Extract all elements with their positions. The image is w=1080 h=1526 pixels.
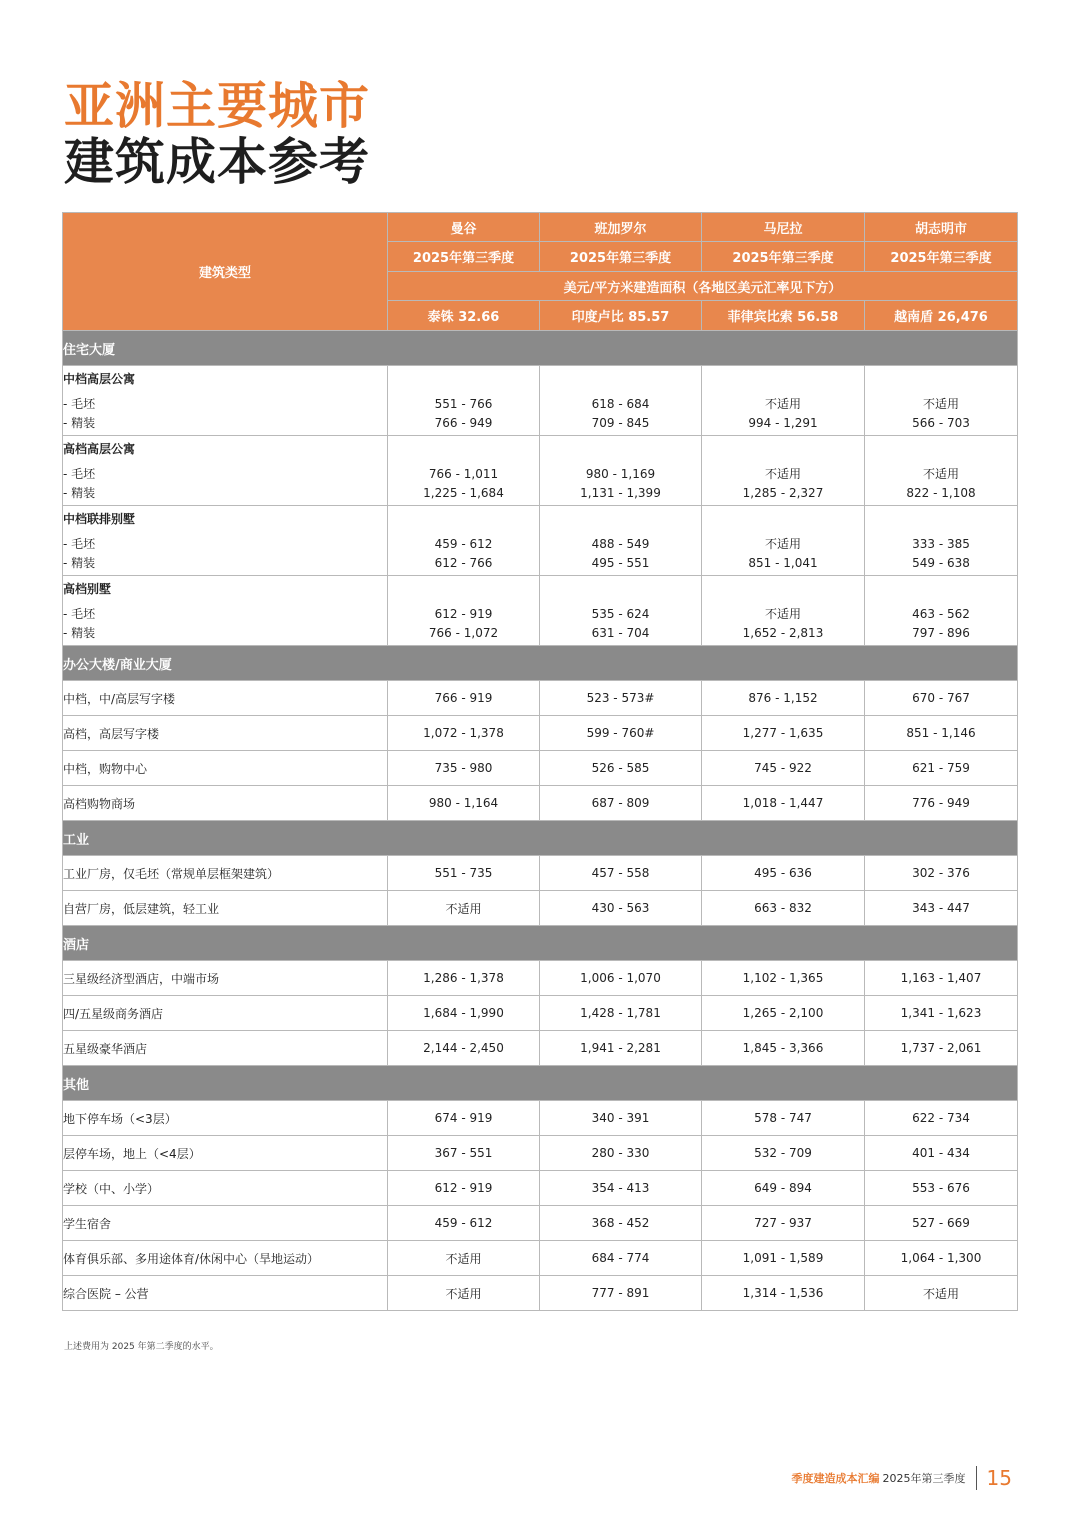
cost-value: 994 - 1,291 <box>748 416 818 430</box>
cost-value: 822 - 1,108 <box>906 486 976 500</box>
cost-value: 535 - 624 <box>591 607 650 621</box>
row-label-cell <box>63 576 388 646</box>
table-row <box>63 856 1018 891</box>
cost-value: 不适用 <box>764 467 801 481</box>
table-row <box>63 1031 1018 1066</box>
cost-value: 1,225 - 1,684 <box>423 486 504 500</box>
sub-label: - 毛坯 <box>63 537 96 551</box>
value-cell <box>540 506 702 576</box>
cost-value: 1,265 - 2,100 <box>702 996 865 1031</box>
cost-value: 766 - 949 <box>434 416 493 430</box>
row-label: 高档购物商场 <box>63 786 388 821</box>
cost-value: 1,845 - 3,366 <box>702 1031 865 1066</box>
page-number: 15 <box>986 1466 1012 1490</box>
row-label-cell <box>63 366 388 436</box>
cost-value: 302 - 376 <box>865 856 1018 891</box>
cost-value: 333 - 385 <box>912 537 970 551</box>
cost-value: 876 - 1,152 <box>702 681 865 716</box>
value-cell <box>702 436 865 506</box>
value-cell <box>540 436 702 506</box>
row-label: 高档，高层写字楼 <box>63 716 388 751</box>
cost-value: 684 - 774 <box>540 1241 702 1276</box>
cost-value: 1,006 - 1,070 <box>540 961 702 996</box>
cost-value: 777 - 891 <box>540 1276 702 1311</box>
sub-label: - 毛坯 <box>63 607 96 621</box>
section-title: 办公大楼/商业大厦 <box>63 646 1018 681</box>
page-title-line1: 亚洲主要城市 <box>64 77 370 135</box>
rate-hcmc: 越南盾 26,476 <box>865 301 1018 331</box>
row-label: 自营厂房，低层建筑，轻工业 <box>63 891 388 926</box>
cost-value: 1,091 - 1,589 <box>702 1241 865 1276</box>
section-title: 住宅大厦 <box>63 331 1018 366</box>
cost-value: 526 - 585 <box>540 751 702 786</box>
cost-value: 523 - 573# <box>540 681 702 716</box>
cost-value: 532 - 709 <box>702 1136 865 1171</box>
cost-value: 459 - 612 <box>388 1206 540 1241</box>
city-name-manila: 马尼拉 <box>702 213 865 242</box>
table-row <box>63 716 1018 751</box>
row-label: 工业厂房，仅毛坯（常规单层框架建筑） <box>63 856 388 891</box>
cost-value: 980 - 1,169 <box>585 467 656 481</box>
table-row <box>63 961 1018 996</box>
cost-value: 566 - 703 <box>912 416 970 430</box>
cost-value: 1,277 - 1,635 <box>702 716 865 751</box>
section-row <box>63 1066 1018 1101</box>
value-cell <box>540 576 702 646</box>
cost-value: 766 - 1,072 <box>428 626 499 640</box>
value-cell <box>865 436 1018 506</box>
cost-value: 1,102 - 1,365 <box>702 961 865 996</box>
value-cell <box>702 506 865 576</box>
row-label: 中档，中/高层写字楼 <box>63 681 388 716</box>
table-row <box>63 1206 1018 1241</box>
section-title: 工业 <box>63 821 1018 856</box>
cost-value: 367 - 551 <box>388 1136 540 1171</box>
cost-value: 401 - 434 <box>865 1136 1018 1171</box>
cost-value: 735 - 980 <box>388 751 540 786</box>
period-hcmc: 2025年第三季度 <box>865 242 1018 272</box>
cost-value: 851 - 1,041 <box>748 556 818 570</box>
cost-value: 649 - 894 <box>702 1171 865 1206</box>
cost-value: 549 - 638 <box>912 556 970 570</box>
group-label: 中档联排别墅 <box>63 512 136 526</box>
sub-label: - 精装 <box>63 626 96 640</box>
period-manila: 2025年第三季度 <box>702 242 865 272</box>
cost-value: 578 - 747 <box>702 1101 865 1136</box>
cost-value: 1,428 - 1,781 <box>540 996 702 1031</box>
table-row <box>63 681 1018 716</box>
sub-label: - 毛坯 <box>63 467 96 481</box>
section-row <box>63 331 1018 366</box>
footnote: 上述费用为 2025 年第二季度的水平。 <box>64 1342 219 1352</box>
group-label: 高档高层公寓 <box>63 442 136 456</box>
cost-value: 354 - 413 <box>540 1171 702 1206</box>
cost-value: 430 - 563 <box>540 891 702 926</box>
cost-value: 980 - 1,164 <box>388 786 540 821</box>
cost-value: 1,163 - 1,407 <box>865 961 1018 996</box>
section-row <box>63 926 1018 961</box>
cost-value: 687 - 809 <box>540 786 702 821</box>
table-row <box>63 1136 1018 1171</box>
table-row <box>63 1171 1018 1206</box>
cost-value: 1,684 - 1,990 <box>388 996 540 1031</box>
cost-value: 不适用 <box>388 1241 540 1276</box>
sub-label: - 精装 <box>63 486 96 500</box>
cost-value: 1,341 - 1,623 <box>865 996 1018 1031</box>
cost-value: 766 - 1,011 <box>428 467 499 481</box>
cost-value: 340 - 391 <box>540 1101 702 1136</box>
row-label: 层停车场，地上（<4层） <box>63 1136 388 1171</box>
section-row <box>63 821 1018 856</box>
value-cell <box>388 576 540 646</box>
section-row <box>63 646 1018 681</box>
table-row <box>63 506 1018 576</box>
table-row <box>63 996 1018 1031</box>
unit-header: 美元/平方米建造面积（各地区美元汇率见下方） <box>388 272 1018 301</box>
value-cell <box>388 436 540 506</box>
row-label: 地下停车场（<3层） <box>63 1101 388 1136</box>
cost-value: 280 - 330 <box>540 1136 702 1171</box>
row-label: 四/五星级商务酒店 <box>63 996 388 1031</box>
value-cell <box>388 506 540 576</box>
cost-value: 670 - 767 <box>865 681 1018 716</box>
cost-value: 495 - 551 <box>591 556 650 570</box>
cost-value: 674 - 919 <box>388 1101 540 1136</box>
cost-value: 不适用 <box>764 537 801 551</box>
value-cell <box>865 366 1018 436</box>
cost-value: 527 - 669 <box>865 1206 1018 1241</box>
row-label: 五星级豪华酒店 <box>63 1031 388 1066</box>
cost-value: 1,652 - 2,813 <box>742 626 824 640</box>
row-label-cell <box>63 436 388 506</box>
cost-value: 612 - 766 <box>434 556 493 570</box>
cost-value: 1,018 - 1,447 <box>702 786 865 821</box>
cost-value: 不适用 <box>922 467 959 481</box>
value-cell <box>540 366 702 436</box>
cost-value: 618 - 684 <box>591 397 650 411</box>
cost-value: 551 - 735 <box>388 856 540 891</box>
cost-value: 1,737 - 2,061 <box>865 1031 1018 1066</box>
cost-value: 1,285 - 2,327 <box>742 486 824 500</box>
cost-value: 776 - 949 <box>865 786 1018 821</box>
building-type-header: 建筑类型 <box>63 213 388 331</box>
table-row <box>63 576 1018 646</box>
section-title: 酒店 <box>63 926 1018 961</box>
row-label: 学生宿舍 <box>63 1206 388 1241</box>
table-row <box>63 1241 1018 1276</box>
cost-value: 343 - 447 <box>865 891 1018 926</box>
cost-value: 727 - 937 <box>702 1206 865 1241</box>
sub-label: - 精装 <box>63 556 96 570</box>
cost-value: 663 - 832 <box>702 891 865 926</box>
row-label: 体育俱乐部、多用途体育/休闲中心（旱地运动） <box>63 1241 388 1276</box>
cost-value: 1,131 - 1,399 <box>580 486 661 500</box>
cost-value: 797 - 896 <box>912 626 970 640</box>
cost-value: 368 - 452 <box>540 1206 702 1241</box>
value-cell <box>702 366 865 436</box>
cost-value: 612 - 919 <box>388 1171 540 1206</box>
cost-value: 1,286 - 1,378 <box>388 961 540 996</box>
period-bangalore: 2025年第三季度 <box>540 242 702 272</box>
footer-divider <box>976 1466 977 1490</box>
row-label: 三星级经济型酒店，中端市场 <box>63 961 388 996</box>
cost-value: 不适用 <box>764 607 801 621</box>
rate-manila: 菲律宾比索 56.58 <box>702 301 865 331</box>
cost-value: 1,072 - 1,378 <box>388 716 540 751</box>
rate-bangalore: 印度卢比 85.57 <box>540 301 702 331</box>
row-label-cell <box>63 506 388 576</box>
cost-value: 599 - 760# <box>540 716 702 751</box>
cost-value: 1,314 - 1,536 <box>702 1276 865 1311</box>
cost-value: 459 - 612 <box>434 537 493 551</box>
table-row <box>63 751 1018 786</box>
cost-value: 2,144 - 2,450 <box>388 1031 540 1066</box>
city-name-hcmc: 胡志明市 <box>865 213 1018 242</box>
table-row <box>63 1101 1018 1136</box>
value-cell <box>702 576 865 646</box>
cost-value: 495 - 636 <box>702 856 865 891</box>
value-cell <box>388 366 540 436</box>
row-label: 综合医院 – 公营 <box>63 1276 388 1311</box>
group-label: 中档高层公寓 <box>63 372 136 386</box>
footer-title: 季度建造成本汇编 <box>791 1472 880 1485</box>
value-cell <box>865 576 1018 646</box>
cost-value: 622 - 734 <box>865 1101 1018 1136</box>
cost-value: 488 - 549 <box>591 537 650 551</box>
cost-value: 551 - 766 <box>434 397 493 411</box>
cost-value: 631 - 704 <box>591 626 650 640</box>
cost-value: 766 - 919 <box>388 681 540 716</box>
value-cell <box>865 506 1018 576</box>
footer-subtitle: 2025年第三季度 <box>882 1472 966 1485</box>
rate-bangkok: 泰铢 32.66 <box>388 301 540 331</box>
page-title <box>64 78 370 190</box>
sub-label: - 毛坯 <box>63 397 96 411</box>
table-row <box>63 366 1018 436</box>
cost-value: 1,064 - 1,300 <box>865 1241 1018 1276</box>
cost-value: 不适用 <box>764 397 801 411</box>
cost-value: 612 - 919 <box>434 607 493 621</box>
page-title-line2: 建筑成本参考 <box>64 133 370 191</box>
cost-value: 621 - 759 <box>865 751 1018 786</box>
cost-value: 1,941 - 2,281 <box>540 1031 702 1066</box>
cost-value: 463 - 562 <box>912 607 970 621</box>
row-label: 中档，购物中心 <box>63 751 388 786</box>
sub-label: - 精装 <box>63 416 96 430</box>
cost-value: 不适用 <box>388 891 540 926</box>
section-title: 其他 <box>63 1066 1018 1101</box>
cost-value: 不适用 <box>922 397 959 411</box>
group-label: 高档别墅 <box>63 582 112 596</box>
page-footer <box>792 1466 1012 1490</box>
table-row <box>63 891 1018 926</box>
construction-cost-table <box>62 212 1018 1311</box>
cost-value: 不适用 <box>865 1276 1018 1311</box>
cost-value: 457 - 558 <box>540 856 702 891</box>
cost-value: 851 - 1,146 <box>865 716 1018 751</box>
table-row <box>63 1276 1018 1311</box>
city-name-bangalore: 班加罗尔 <box>540 213 702 242</box>
row-label: 学校（中、小学） <box>63 1171 388 1206</box>
city-name-bangkok: 曼谷 <box>388 213 540 242</box>
table-row <box>63 786 1018 821</box>
table-row <box>63 436 1018 506</box>
cost-value: 745 - 922 <box>702 751 865 786</box>
cost-value: 709 - 845 <box>591 416 650 430</box>
cost-value: 不适用 <box>388 1276 540 1311</box>
period-bangkok: 2025年第三季度 <box>388 242 540 272</box>
cost-value: 553 - 676 <box>865 1171 1018 1206</box>
